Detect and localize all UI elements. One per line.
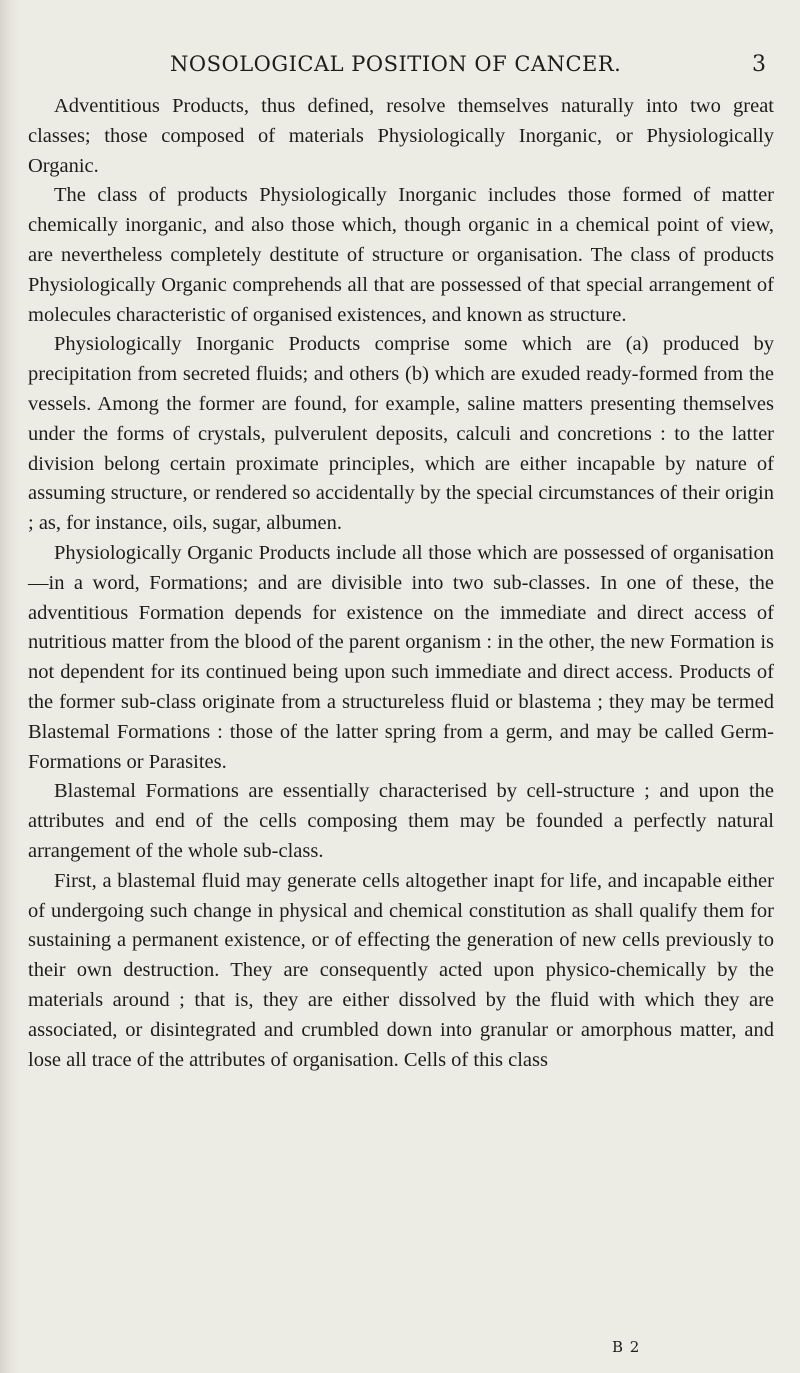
paragraph: The class of products Physiologically Inorganic includes those formed of matter chemically inorganic, and also those which, though organic in a chemical point of view, are nevertheless completely destitute of structure or organisation. The class of products Physiologically Organic comprehends all that are possessed of that special arrangement of molecules characteristic of organised existences, and known as structure. [28, 184, 774, 326]
paragraph: Adventitious Products, thus defined, resolve themselves naturally into two great classes; those composed of materials Physiologically Inorganic, or Physiologically Organic. [28, 95, 774, 177]
paragraph: First, a blastemal fluid may generate cells altogether inapt for life, and incapable either of undergoing such change in physical and chemical constitution as shall qualify them for sustaining a permanent existence, or of effecting the generation of new cells previously to their own destruction. They are consequently acted upon physico-chemically by the materials around ; that is, they are either dissolved by the fluid with which they are associated, or disintegrated and crumbled down into granular or amorphous matter, and lose all trace of the attributes of organisation. Cells of this class [28, 869, 774, 1071]
paragraph: Blastemal Formations are essentially characterised by cell-structure ; and upon the attributes and end of the cells composing them may be founded a perfectly natural arrangement of the whole sub-class. [28, 780, 774, 862]
body-text [28, 92, 774, 1075]
page-gutter-shadow [0, 0, 18, 1373]
page-header [0, 52, 800, 82]
page-number: 3 [752, 52, 766, 77]
signature-mark: B 2 [612, 1338, 641, 1356]
paragraph: Physiologically Inorganic Products comprise some which are (a) produced by precipitation from secreted fluids; and others (b) which are exuded ready-formed from the vessels. Among the former are found, for example, saline matters presenting themselves under the forms of crystals, pulverulent deposits, calculi and concretions : to the latter division belong certain proximate principles, which are either incapable by nature of assuming structure, or rendered so accidentally by the special circumstances of their origin ; as, for instance, oils, sugar, albumen. [28, 333, 774, 535]
running-head: NOSOLOGICAL POSITION OF CANCER. [170, 52, 622, 76]
paragraph: Physiologically Organic Products include all those which are possessed of organisation—in a word, Formations; and are divisible into two sub-classes. In one of these, the adventitious Formation depends for existence on the immediate and direct access of nutritious matter from the blood of the parent organism : in the other, the new Formation is not dependent for its continued being upon such immediate and direct access. Products of the former sub-class originate from a structureless fluid or blastema ; they may be termed Blastemal Formations : those of the latter spring from a germ, and may be called Germ-Formations or Parasites. [28, 541, 774, 773]
